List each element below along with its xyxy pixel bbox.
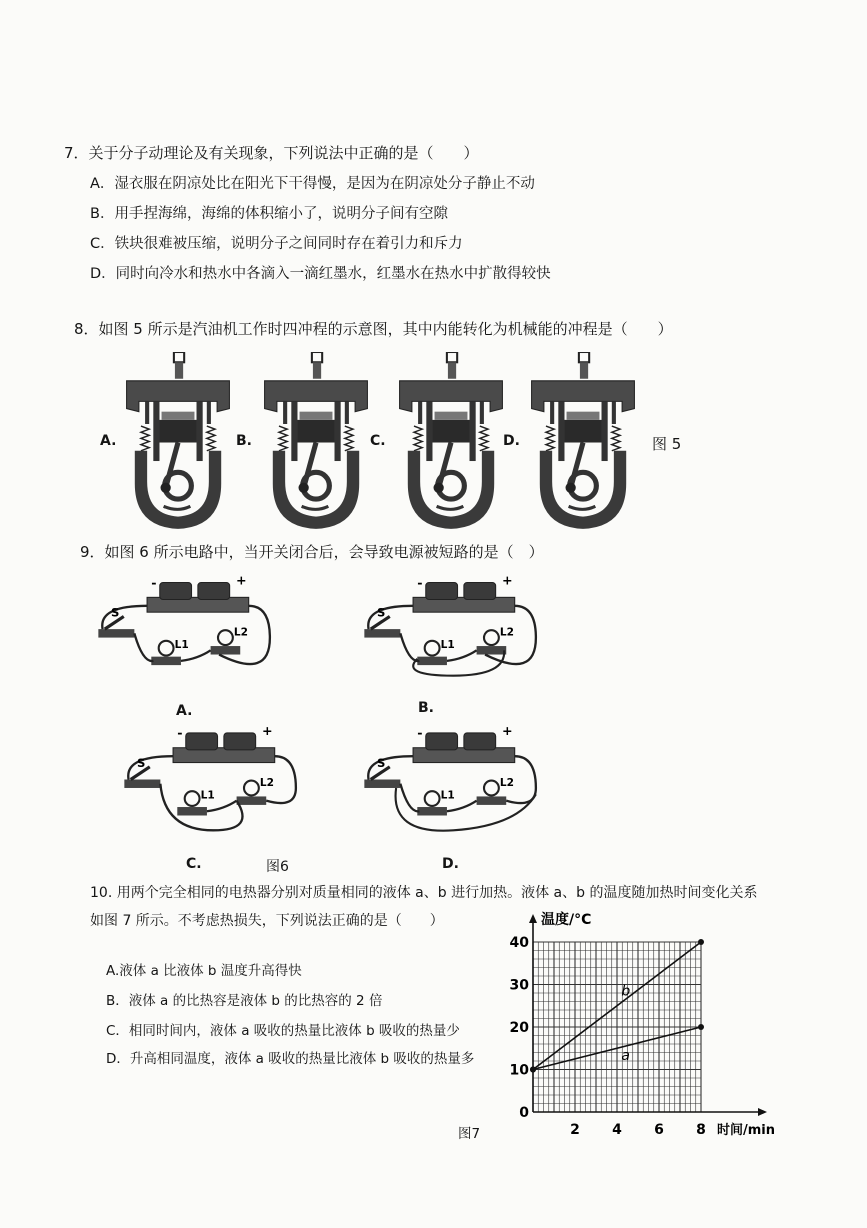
q7-option-d: D．同时向冷水和热水中各滴入一滴红墨水，红墨水在热水中扩散得较快 bbox=[90, 266, 551, 282]
lamp2-label: L2 bbox=[499, 626, 514, 639]
q10-option-a: A.液体 a 比液体 b 温度升高得快 bbox=[106, 963, 302, 979]
q8-stem: 8．如图 5 所示是汽油机工作时四冲程的示意图，其中内能转化为机械能的冲程是（ ） bbox=[74, 320, 673, 338]
switch-label: S bbox=[377, 755, 386, 770]
x-tick-label: 4 bbox=[612, 1122, 622, 1138]
y-tick-label: 30 bbox=[509, 977, 529, 994]
switch-label: S bbox=[137, 755, 146, 770]
series-label-a: a bbox=[621, 1048, 630, 1065]
lamp2-label: L2 bbox=[259, 776, 274, 789]
x-axis-arrow bbox=[758, 1108, 767, 1116]
battery-plus: + bbox=[236, 572, 247, 588]
q7-stem: 7．关于分子动理论及有关现象，下列说法中正确的是（ ） bbox=[64, 144, 479, 162]
q10-option-d: D．升高相同温度，液体 a 吸收的热量比液体 b 吸收的热量多 bbox=[106, 1051, 475, 1067]
figure-7-label: 图7 bbox=[458, 1126, 481, 1142]
engine-diagram-a bbox=[122, 352, 234, 532]
y-tick-label: 0 bbox=[519, 1105, 529, 1121]
battery-plus: + bbox=[502, 572, 513, 588]
engine-diagram-b bbox=[260, 352, 372, 532]
q8-label-a: A. bbox=[100, 433, 117, 449]
lamp2-label: L2 bbox=[233, 626, 248, 639]
lamp1-label: L1 bbox=[440, 639, 455, 652]
series-point-a bbox=[530, 1067, 536, 1073]
q9-label-b: B. bbox=[418, 700, 434, 716]
q10-stem-line2: 如图 7 所示。不考虑热损失，下列说法正确的是（ ） bbox=[90, 913, 444, 929]
series-label-b: b bbox=[621, 983, 631, 1000]
q10-option-b: B．液体 a 的比热容是液体 b 的比热容的 2 倍 bbox=[106, 993, 383, 1009]
battery-minus: - bbox=[417, 574, 423, 590]
circuit-diagram-d bbox=[358, 722, 538, 837]
q8-label-d: D. bbox=[503, 433, 520, 449]
x-tick-label: 8 bbox=[696, 1122, 706, 1138]
circuit-diagram-c bbox=[118, 722, 298, 837]
circuit-diagram-a bbox=[92, 572, 272, 682]
q10-option-c: C．相同时间内，液体 a 吸收的热量比液体 b 吸收的热量少 bbox=[106, 1023, 460, 1039]
y-tick-label: 10 bbox=[509, 1062, 529, 1079]
q9-label-a: A. bbox=[176, 703, 193, 719]
y-tick-label: 20 bbox=[509, 1020, 529, 1036]
y-axis-label: 温度/°C bbox=[541, 912, 592, 928]
q9-label-c: C. bbox=[186, 856, 202, 872]
figure-5-label: 图 5 bbox=[652, 435, 682, 453]
lamp2-label: L2 bbox=[499, 776, 514, 789]
q8-label-b: B. bbox=[236, 433, 252, 449]
figure-6-label: 图6 bbox=[266, 859, 289, 875]
q10-stem-line1: 10. 用两个完全相同的电热器分别对质量相同的液体 a、b 进行加热。液体 a、b 的温度随加热时间变化关系 bbox=[90, 885, 758, 901]
battery-plus: + bbox=[262, 723, 273, 739]
q7-option-a: A．湿衣服在阴凉处比在阳光下干得慢，是因为在阴凉处分子静止不动 bbox=[90, 176, 535, 192]
x-tick-label: 6 bbox=[654, 1122, 664, 1138]
series-point-b bbox=[698, 939, 704, 945]
battery-minus: - bbox=[177, 725, 183, 741]
switch-label: S bbox=[111, 605, 120, 620]
lamp1-label: L1 bbox=[200, 789, 215, 802]
switch-label: S bbox=[377, 605, 386, 620]
battery-plus: + bbox=[502, 723, 513, 739]
x-tick-label: 2 bbox=[570, 1122, 580, 1138]
battery-minus: - bbox=[151, 574, 157, 590]
lamp1-label: L1 bbox=[174, 639, 189, 652]
x-axis-label: 时间/min bbox=[717, 1123, 776, 1138]
q7-option-c: C．铁块很难被压缩，说明分子之间同时存在着引力和斥力 bbox=[90, 236, 463, 252]
engine-diagram-c bbox=[395, 352, 507, 532]
temperature-time-graph bbox=[505, 900, 795, 1145]
battery-minus: - bbox=[417, 725, 423, 741]
graph-ticks bbox=[510, 935, 706, 1138]
engine-diagram-d bbox=[527, 352, 639, 532]
q9-label-d: D. bbox=[442, 856, 459, 872]
series-point-a bbox=[698, 1024, 704, 1030]
q8-label-c: C. bbox=[370, 433, 386, 449]
q7-option-b: B．用手捏海绵，海绵的体积缩小了，说明分子间有空隙 bbox=[90, 206, 448, 222]
y-axis-arrow bbox=[529, 914, 537, 923]
graph-grid bbox=[533, 942, 701, 1112]
y-tick-label: 40 bbox=[509, 935, 529, 951]
lamp1-label: L1 bbox=[440, 789, 455, 802]
circuit-diagram-b bbox=[358, 572, 538, 682]
q9-stem: 9．如图 6 所示电路中，当开关闭合后，会导致电源被短路的是（ ） bbox=[80, 543, 544, 561]
